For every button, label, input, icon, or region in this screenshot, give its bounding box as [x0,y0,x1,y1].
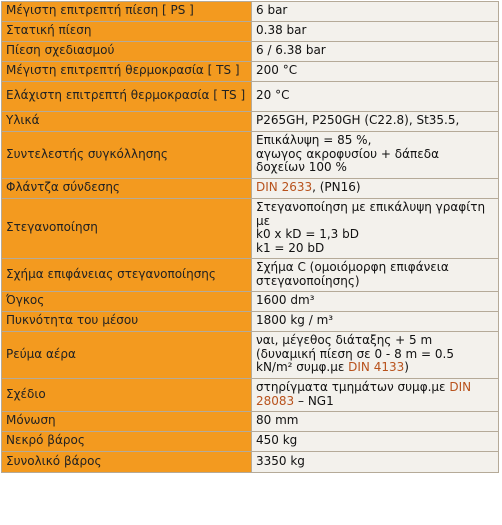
table-row [2,22,498,42]
row-label: Μόνωση [2,412,252,432]
row-label: Μέγιστη επιτρεπτή πίεση [ PS ] [2,2,252,22]
row-value [252,132,498,179]
value-line: 6 bar [256,3,288,18]
value-line: 200 °C [256,63,298,78]
value-line [256,334,494,348]
value-line [256,395,494,409]
value-line: Σχήμα C (ομοιόμορφη επιφάνεια στεγανοποίησης) [256,260,449,288]
value-text: kN/m² συμφ.με [256,360,349,375]
value-line: k1 = 20 bD [256,240,325,255]
table-row [2,112,498,132]
standard-link[interactable]: DIN 4133 [348,360,405,375]
value-text: ναι, μέγεθος διάταξης + 5 m [256,333,433,348]
row-label: Συνολικό βάρος [2,452,252,472]
value-text: ) [404,360,409,375]
value-text: , (PN16) [312,180,361,195]
row-value [252,199,498,259]
value-text: – NG1 [294,393,334,408]
row-value [252,379,498,412]
table-row [2,2,498,22]
row-value [252,112,498,132]
table-row [2,292,498,312]
row-value [252,452,498,472]
row-value [252,179,498,199]
value-line: 20 °C [256,88,290,103]
table-row [2,432,498,452]
value-line: 450 kg [256,433,298,448]
standard-link[interactable]: 28083 [256,393,295,408]
value-line [256,361,494,375]
row-value [252,312,498,332]
row-value [252,432,498,452]
value-line: δοχείων 100 % [256,160,347,175]
row-label: Φλάντζα σύνδεσης [2,179,252,199]
value-text: στηρίγματα τμημάτων συμφ.με [256,380,450,394]
row-label: Υλικά [2,112,252,132]
table-row [2,179,498,199]
standard-link[interactable]: DIN 2633 [256,180,313,195]
row-value [252,62,498,82]
table-row [2,312,498,332]
table-row [2,332,498,379]
value-line: 0.38 bar [256,23,307,38]
value-line: k0 x kD = 1,3 bD [256,227,359,241]
row-value [252,259,498,292]
row-value [252,412,498,432]
table-row [2,82,498,112]
row-label: Νεκρό βάρος [2,432,252,452]
value-line: αγωγος ακροφυσίου + δάπεδα [256,146,440,161]
spec-table-body [2,2,498,472]
value-line: Επικάλυψη = 85 %, [256,133,372,148]
value-line [256,181,494,195]
row-label: Συντελεστής συγκόλλησης [2,132,252,179]
row-value [252,42,498,62]
row-label: Σχήμα επιφάνειας στεγανοποίησης [2,259,252,292]
value-line: 3350 kg [256,453,305,468]
standard-link[interactable]: DIN [449,380,472,394]
row-label: Μέγιστη επιτρεπτή θερμοκρασία [ TS ] [2,62,252,82]
row-label: Πίεση σχεδιασμού [2,42,252,62]
row-label: Σχέδιο [2,379,252,412]
value-line: P265GH, P250GH (C22.8), St35.5, [256,113,460,128]
table-row [2,412,498,432]
value-line: 1800 kg / m³ [256,313,334,328]
table-row [2,379,498,412]
value-line: 80 mm [256,413,299,428]
value-line: 6 / 6.38 bar [256,43,326,58]
spec-table [1,1,499,473]
value-line [256,348,494,362]
row-value [252,82,498,112]
row-label: Ελάχιστη επιτρεπτή θερμοκρασία [ TS ] [2,82,252,112]
value-line [256,381,494,395]
row-label: Στατική πίεση [2,22,252,42]
table-row [2,199,498,259]
row-value [252,332,498,379]
row-label: Ρεύμα αέρα [2,332,252,379]
row-value [252,22,498,42]
table-row [2,42,498,62]
table-row [2,259,498,292]
row-value [252,292,498,312]
table-row [2,452,498,472]
value-line: Στεγανοποίηση με επικάλυψη γραφίτη με [256,200,486,228]
row-label: Πυκνότητα του μέσου [2,312,252,332]
row-label: Στεγανοποίηση [2,199,252,259]
table-row [2,132,498,179]
spec-table-container [1,1,499,473]
row-value [252,2,498,22]
row-label: Όγκος [2,292,252,312]
value-line: 1600 dm³ [256,293,315,308]
value-text: (δυναμική πίεση σε 0 - 8 m = 0.5 [256,346,454,361]
table-row [2,62,498,82]
